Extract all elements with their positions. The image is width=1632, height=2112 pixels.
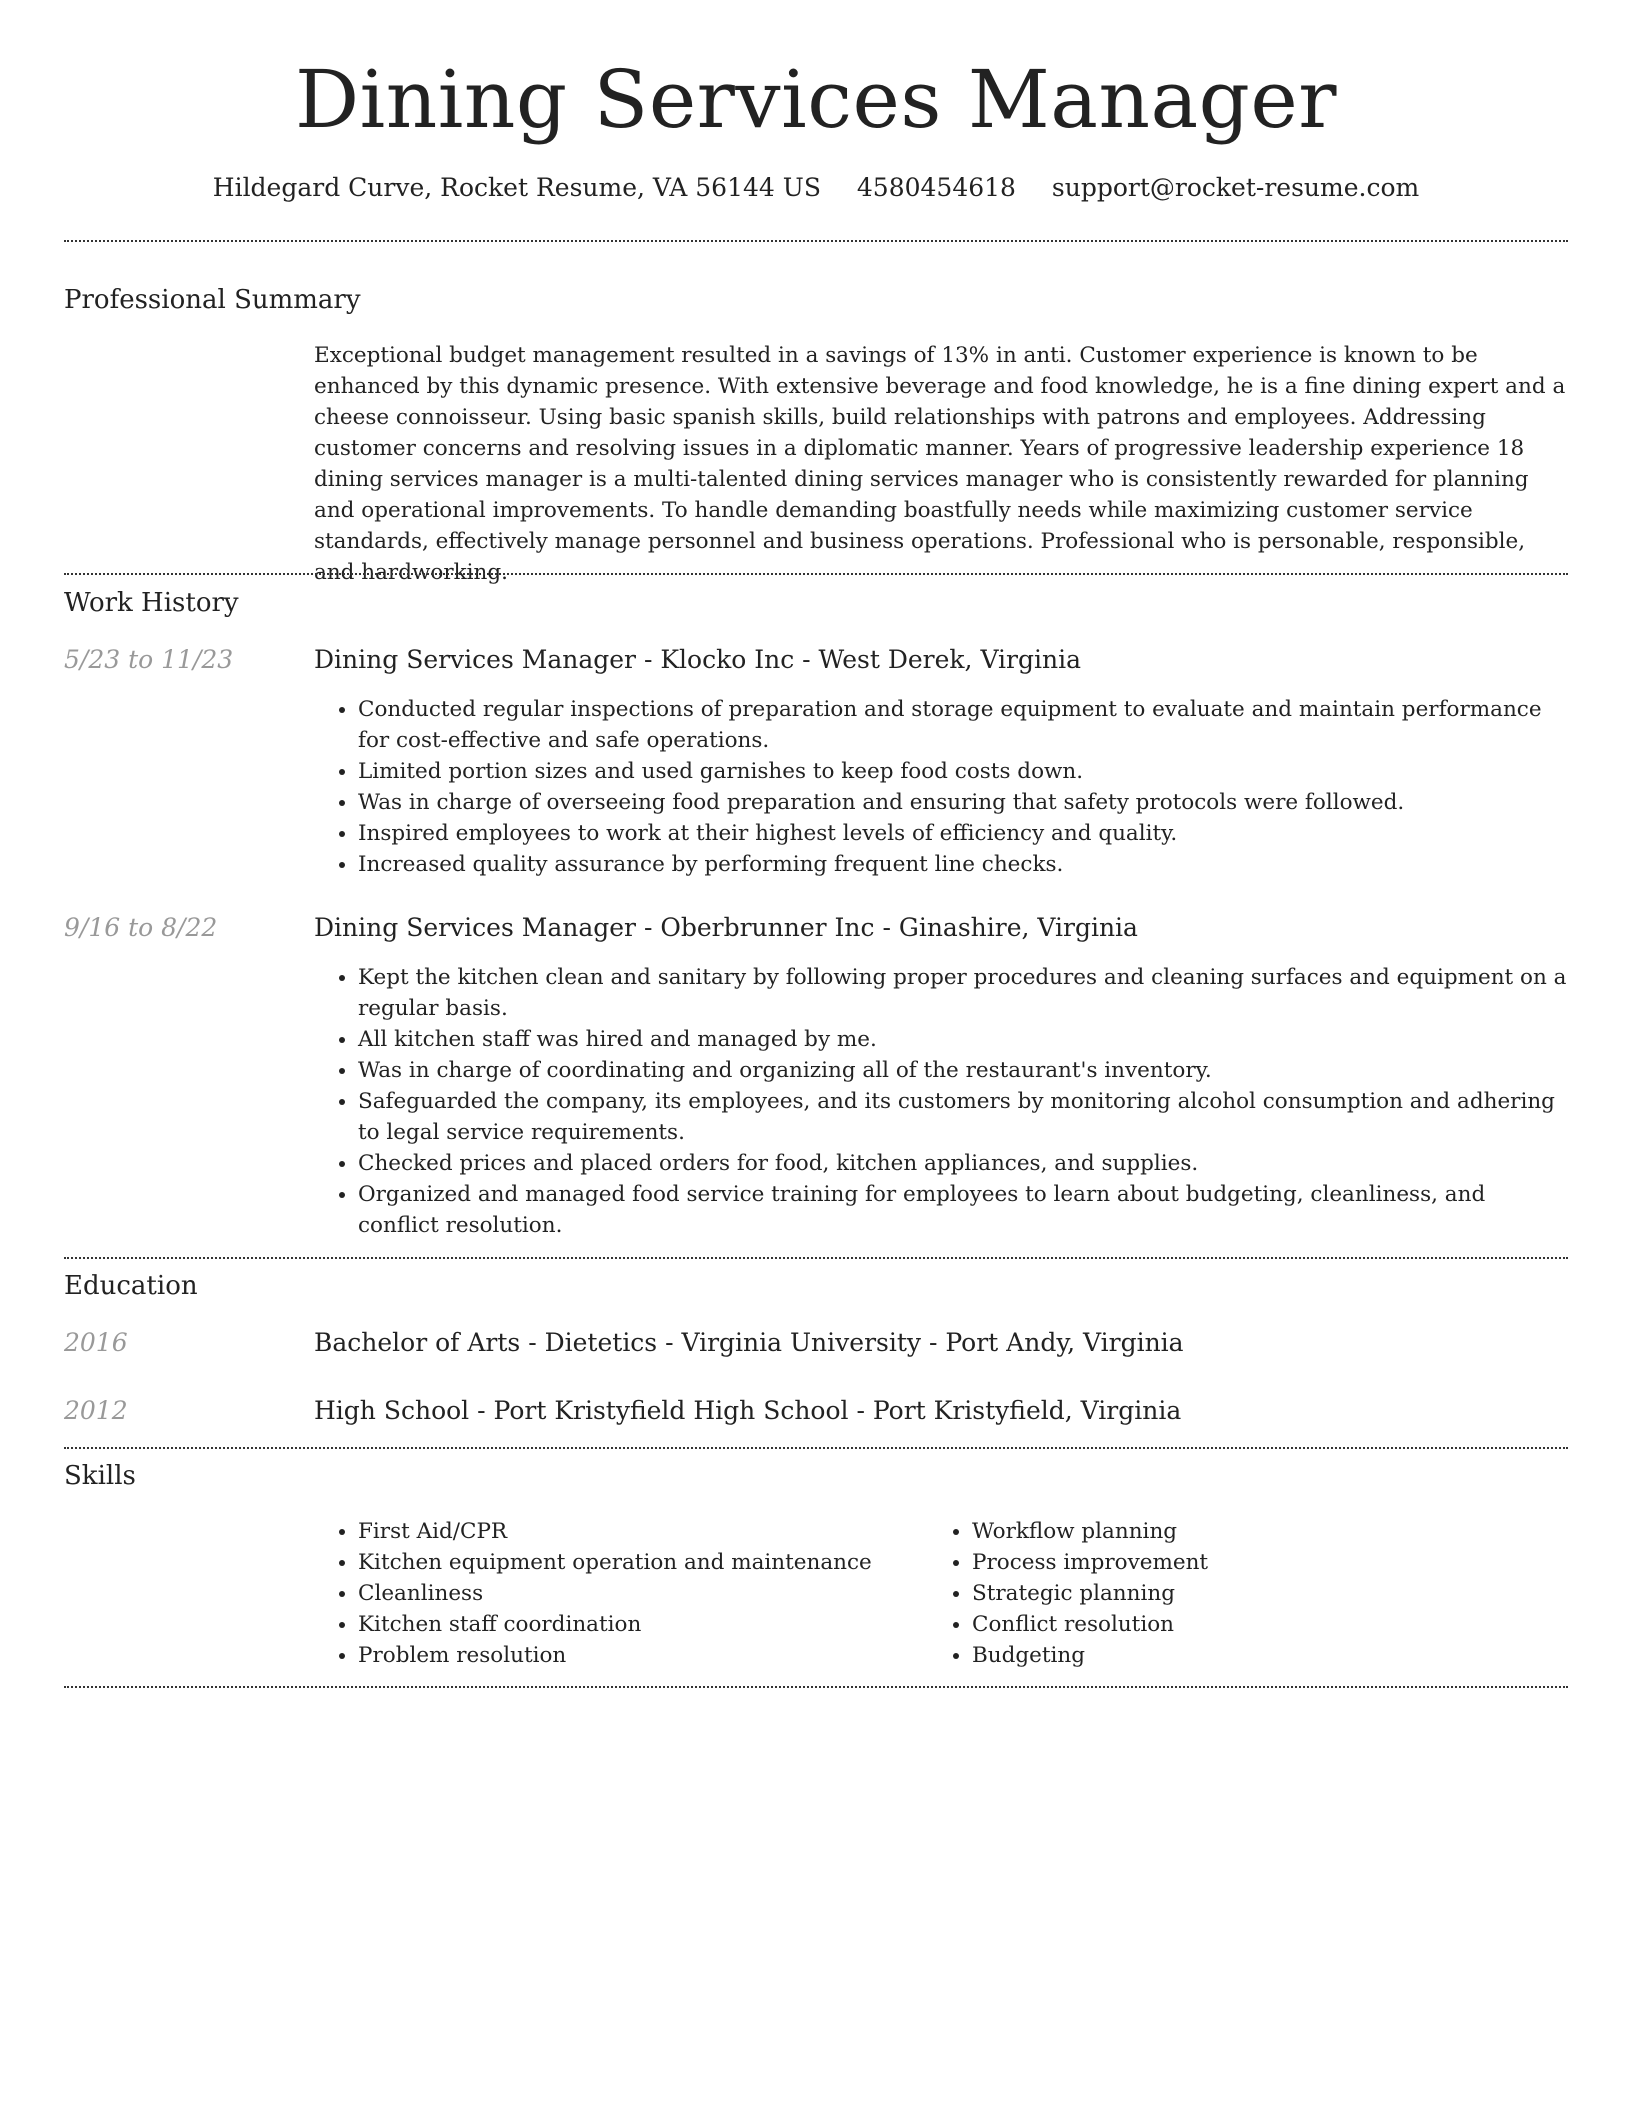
skill-item: • Conflict resolution — [972, 1609, 1528, 1640]
education-entry: High School - Port Kristyfield High School - Port Kristyfield, Virginia — [314, 1396, 1182, 1425]
summary-text: Exceptional budget management resulted in a savings of 13% in anti. Customer experience is known to be enhanced by this dynamic presence. With extensive beverage and food knowledge, he is a fine dining expert and a cheese connoisseur. Using basic spanish skills, build relationships with patrons and employees. Addressing customer concerns and resolving issues in a diplomatic manner. Years of progressive leadership experience 18 dining services manager is a multi-talented dining services manager who is consistently rewarded for planning and operational improvements. To handle demanding boastfully needs while maximizing customer service standards, effectively manage personnel and business operations. Professional who is personable, responsible, and hardworking. — [314, 343, 1566, 585]
contact-phone: 4580454618 — [856, 173, 1016, 202]
contact-address: Hildegard Curve, Rocket Resume, VA 56144 US — [212, 173, 821, 202]
education-entry: Bachelor of Arts - Dietetics - Virginia University - Port Andy, Virginia — [314, 1328, 1184, 1357]
skills-list-left — [314, 1516, 884, 1671]
job-bullet: • Was in charge of overseeing food preparation and ensuring that safety protocols were followed. — [358, 787, 1568, 818]
skill-item: • Cleanliness — [358, 1578, 884, 1609]
job-bullet: • Was in charge of coordinating and organizing all of the restaurant's inventory. — [358, 1055, 1568, 1086]
job-dates: 5/23 to 11/23 — [64, 645, 234, 674]
job-bullet: • All kitchen staff was hired and managed by me. — [358, 1024, 1568, 1055]
education-year: 2012 — [64, 1396, 128, 1425]
skill-item: • Workflow planning — [972, 1516, 1528, 1547]
education-year: 2016 — [64, 1328, 128, 1357]
skills-section-title: Skills — [64, 1461, 136, 1491]
job-bullet: • Inspired employees to work at their highest levels of efficiency and quality. — [358, 818, 1568, 849]
section-divider — [64, 1257, 1568, 1259]
job-heading: Dining Services Manager - Oberbrunner Inc - Ginashire, Virginia — [314, 913, 1138, 942]
job-bullet-list — [314, 962, 1568, 1241]
education-section-title: Education — [64, 1271, 198, 1301]
skill-item: • Budgeting — [972, 1640, 1528, 1671]
section-divider — [64, 240, 1568, 242]
skill-item: • Problem resolution — [358, 1640, 884, 1671]
contact-line — [0, 170, 1632, 206]
skills-list-right — [928, 1516, 1528, 1671]
contact-email: support@rocket-resume.com — [1051, 173, 1420, 202]
skill-item: • Strategic planning — [972, 1578, 1528, 1609]
job-bullet-list — [314, 694, 1568, 880]
skill-item: • Kitchen equipment operation and maintenance — [358, 1547, 884, 1578]
section-divider — [64, 573, 1568, 575]
skill-item: • First Aid/CPR — [358, 1516, 884, 1547]
job-dates: 9/16 to 8/22 — [64, 913, 218, 942]
summary-section-title: Professional Summary — [64, 285, 361, 315]
job-bullet: • Safeguarded the company, its employees, and its customers by monitoring alcohol consumption and adhering to legal service requirements. — [358, 1086, 1568, 1148]
section-divider — [64, 1447, 1568, 1449]
job-heading: Dining Services Manager - Klocko Inc - West Derek, Virginia — [314, 645, 1082, 674]
skill-item: • Process improvement — [972, 1547, 1528, 1578]
job-bullet: • Checked prices and placed orders for food, kitchen appliances, and supplies. — [358, 1148, 1568, 1179]
job-bullet: • Kept the kitchen clean and sanitary by following proper procedures and cleaning surfaces and equipment on a regular basis. — [358, 962, 1568, 1024]
work-history-section-title: Work History — [64, 588, 239, 618]
resume-name-title: Dining Services Manager — [295, 53, 1337, 146]
job-bullet: • Conducted regular inspections of preparation and storage equipment to evaluate and maintain performance for cost-effective and safe operations. — [358, 694, 1568, 756]
job-bullet: • Limited portion sizes and used garnishes to keep food costs down. — [358, 756, 1568, 787]
job-bullet: • Organized and managed food service training for employees to learn about budgeting, cleanliness, and conflict resolution. — [358, 1179, 1568, 1241]
skill-item: • Kitchen staff coordination — [358, 1609, 884, 1640]
job-bullet: • Increased quality assurance by performing frequent line checks. — [358, 849, 1568, 880]
section-divider — [64, 1686, 1568, 1688]
